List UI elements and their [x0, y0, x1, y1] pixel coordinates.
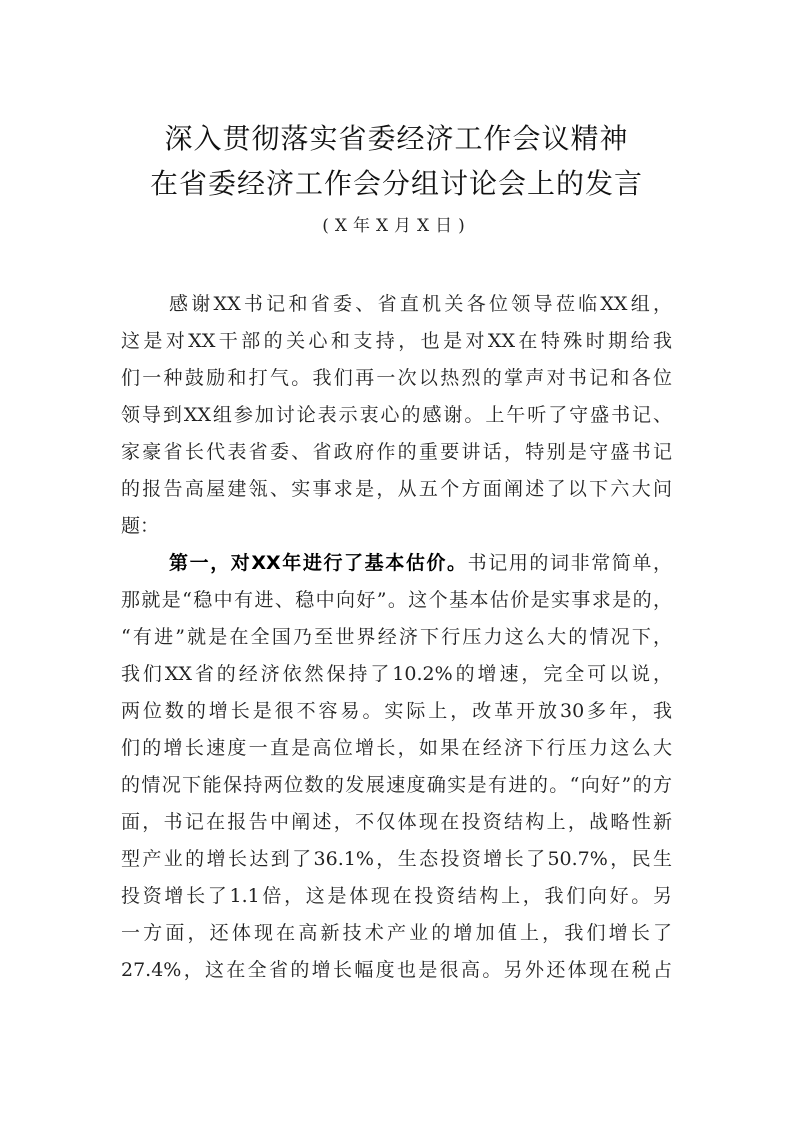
- paragraph-1: [121, 289, 672, 548]
- text-line: 题：: [121, 515, 160, 537]
- text-line: 我们XX省的经济依然保持了10.2%的增速，完全可以说，: [121, 663, 672, 685]
- text-line: 面，书记在报告中阐述，不仅体现在投资结构上，战略性新: [121, 811, 672, 833]
- text-line: 的报告高屋建瓴、实事求是，从五个方面阐述了以下六大问: [121, 478, 672, 500]
- text-line: 27.4%，这在全省的增长幅度也是很高。另外还体现在税占: [121, 959, 672, 981]
- text-line: 们的增长速度一直是高位增长，如果在经济下行压力这么大: [121, 737, 672, 759]
- text-line: 这是对XX干部的关心和支持，也是对XX在特殊时期给我: [121, 330, 672, 352]
- text-line: 们一种鼓励和打气。我们再一次以热烈的掌声对书记和各位: [121, 367, 672, 389]
- paragraph-2: [121, 548, 672, 992]
- text-line: [121, 548, 672, 585]
- text-line: 那就是“稳中有进、稳中向好”。这个基本估价是实事求是的，: [121, 589, 672, 611]
- text-line: 一方面，还体现在高新技术产业的增加值上，我们增长了: [121, 922, 672, 944]
- text-line: 两位数的增长是很不容易。实际上，改革开放30多年，我: [121, 700, 672, 722]
- document-title-line-1: 深入贯彻落实省委经济工作会议精神: [164, 122, 629, 155]
- document-body: [121, 289, 672, 992]
- text-line: 家豪省长代表省委、省政府作的重要讲话，特别是守盛书记: [121, 441, 672, 463]
- text-line: 领导到XX组参加讨论表示衷心的感谢。上午听了守盛书记、: [121, 404, 672, 426]
- document-date: (X年X月X日): [322, 216, 471, 236]
- document-title-line-2: 在省委经济工作会分组讨论会上的发言: [149, 167, 643, 200]
- text-line: 的情况下能保持两位数的发展速度确实是有进的。“向好”的方: [121, 774, 672, 796]
- text-line: 感谢XX书记和省委、省直机关各位领导莅临XX组，: [169, 293, 672, 315]
- text-line: “有进”就是在全国乃至世界经济下行压力这么大的情况下，: [121, 626, 672, 648]
- text-line: 型产业的增长达到了36.1%，生态投资增长了50.7%，民生: [121, 848, 672, 870]
- text-line: 投资增长了1.1倍，这是体现在投资结构上，我们向好。另: [121, 885, 672, 907]
- section-heading: 第一，对XX年进行了基本估价。: [169, 552, 468, 574]
- text-run: 书记用的词非常简单，: [467, 552, 672, 574]
